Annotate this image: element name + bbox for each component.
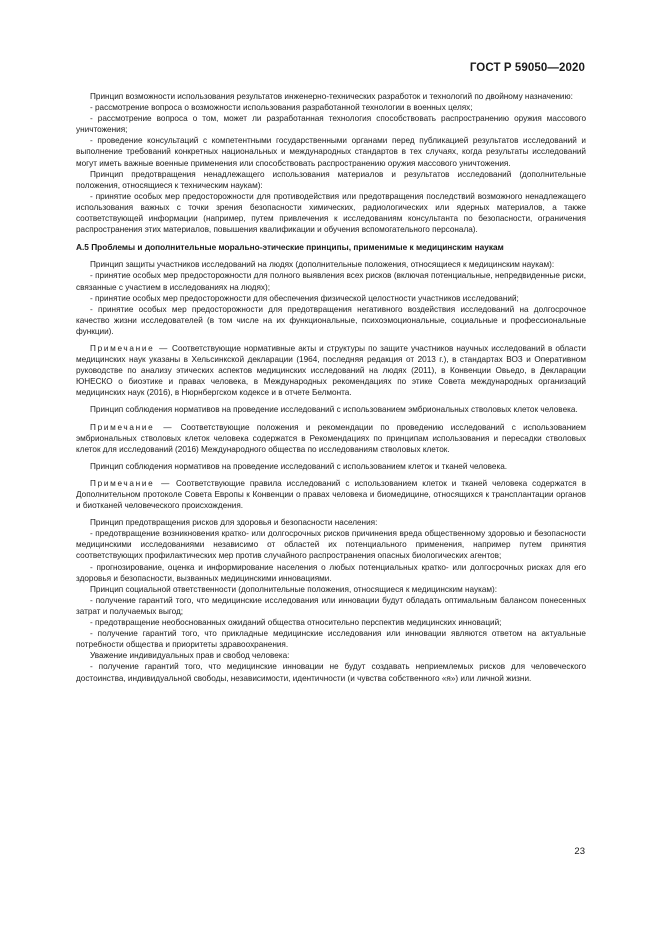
note-label: Примечание — <box>90 422 174 432</box>
list-item: - получение гарантий того, что прикладные медицинские исследования или инновации являются ответом на актуальные потребности общества и приоритеты здравоохранения. <box>76 629 586 650</box>
list-item: - рассмотрение вопроса о возможности использования разработанной технологии в военных целях; <box>90 103 473 113</box>
section-heading: А.5 Проблемы и дополнительные морально-этические принципы, применимые к медицинским наукам <box>76 242 504 253</box>
list-item: - принятие особых мер предосторожности для обеспечения физической целостности участников исследований; <box>90 293 519 303</box>
list-item: - принятие особых мер предосторожности для полного выявления всех рисков (включая потенциальные, непредвиденные риски, связанные с участием в исследованиях на людях); <box>76 271 586 292</box>
note <box>76 478 586 511</box>
note-text: Соответствующие нормативные акты и структуры по защите участников научных исследований в области медицинских наук указаны в Хельсинкской декларации (1964, последняя редакция от 2013 г.), в стандартах ВОЗ и Оперативном руководстве по анализу этических аспектов медицинских исследований на людях (2011), в Конвенции Овьедо, в Декларации ЮНЕСКО о биоэтике и правах человека, в Международных рекомендациях по этике Совета международных организаций медицинских наук (2016), в Нюрнбергском кодексе и в отчете Белмонта. <box>76 343 586 398</box>
paragraph: Принцип предотвращения рисков для здоровья и безопасности населения: <box>90 518 378 528</box>
list-item: - получение гарантий того, что медицинские исследования или инновации будут обладать оптимальным балансом понесенных затрат и получаемых выгод; <box>76 595 586 616</box>
note <box>76 343 586 398</box>
list-item: - прогнозирование, оценка и информирование населения о любых потенциальных кратко- или долгосрочных рисках для его здоровья и безопасности, вызванных медицинскими инновациями. <box>76 562 586 583</box>
note-label: Примечание — <box>90 343 169 353</box>
note-text: Соответствующие правила исследований с использованием клеток и тканей человека содержатся в Дополнительном протоколе Совета Европы к Конвенции о правах человека и биомедицине, относящихся к трансплантации органов и биотканей человеческого происхождения. <box>76 478 586 511</box>
page-number: 23 <box>574 846 585 857</box>
note-label: Примечание — <box>90 478 171 488</box>
note-text: Соответствующие положения и рекомендации по проведению исследований с использованием эмбриональных стволовых клеток человека содержатся в Рекомендациях по принципам использования и пересадки стволовых клеток для исследований (2016) Международного общества по исследованиям стволовых клеток. <box>76 422 586 454</box>
list-item: - рассмотрение вопроса о том, может ли разработанная технология способствовать распространению оружия массового уничтожения; <box>76 114 586 135</box>
paragraph: Принцип защиты участников исследований на людях (дополнительные положения, относящиеся к медицинским наукам): <box>90 260 555 270</box>
page-header: ГОСТ Р 59050—2020 <box>469 62 585 74</box>
list-item: - получение гарантий того, что медицинские инновации не будут создавать неприемлемых рисков для человеческого достоинства, индивидуальной свободы, независимости, идентичности (и чувства собственного «я») или личной жизни. <box>76 662 586 683</box>
paragraph: Принцип соблюдения нормативов на проведение исследований с использованием клеток и тканей человека. <box>90 461 508 471</box>
note <box>76 422 586 455</box>
paragraph: Уважение индивидуальных прав и свобод человека: <box>90 651 290 661</box>
paragraph: Принцип возможности использования результатов инженерно-технических разработок и технологий по двойному назначению: <box>90 92 573 101</box>
paragraph: Принцип социальной ответственности (дополнительные положения, относящиеся к медицинским наукам): <box>90 584 498 594</box>
paragraph: Принцип предотвращения ненадлежащего использования материалов и результатов исследований (дополнительные положения, относящиеся к техническим наукам): <box>76 169 586 190</box>
list-item: - проведение консультаций с компетентными государственными органами перед публикацией результатов исследований и выполнение требований конкретных национальных и международных стандартов в тех случаях, когда результаты исследований могут иметь важные военные применения или способствовать распространению оружия массового уничтожения. <box>76 136 586 168</box>
list-item: - принятие особых мер предосторожности для противодействия или предотвращения последствий возможного ненадлежащего использования важных с точки зрения безопасности химических, радиологических или ядерных материалов, а также соответствующей информации (например, путем привлечения к исследованиям консультанта по безопасности, ограничения распространения этих материалов, повышения квалификации и обучения вспомогательного персонала). <box>76 191 586 235</box>
list-item: - предотвращение возникновения кратко- или долгосрочных рисков причинения вреда общественному здоровью и безопасности медицинскими исследованиями независимо от областей их потенциального применения, например путем принятия соответствующих профилактических мер против случайного распространения опасных биологических агентов; <box>76 529 586 561</box>
list-item: - принятие особых мер предосторожности для предотвращения негативного воздействия исследований на долгосрочное качество жизни исследователей (в том числе на их функциональные, психоэмоциональные, социальные и профессиональные функции). <box>76 304 586 336</box>
list-item: - предотвращение необоснованных ожиданий общества относительно перспектив медицинских инноваций; <box>90 618 502 628</box>
document-body <box>76 91 586 684</box>
paragraph: Принцип соблюдения нормативов на проведение исследований с использованием эмбриональных стволовых клеток человека. <box>90 405 578 415</box>
